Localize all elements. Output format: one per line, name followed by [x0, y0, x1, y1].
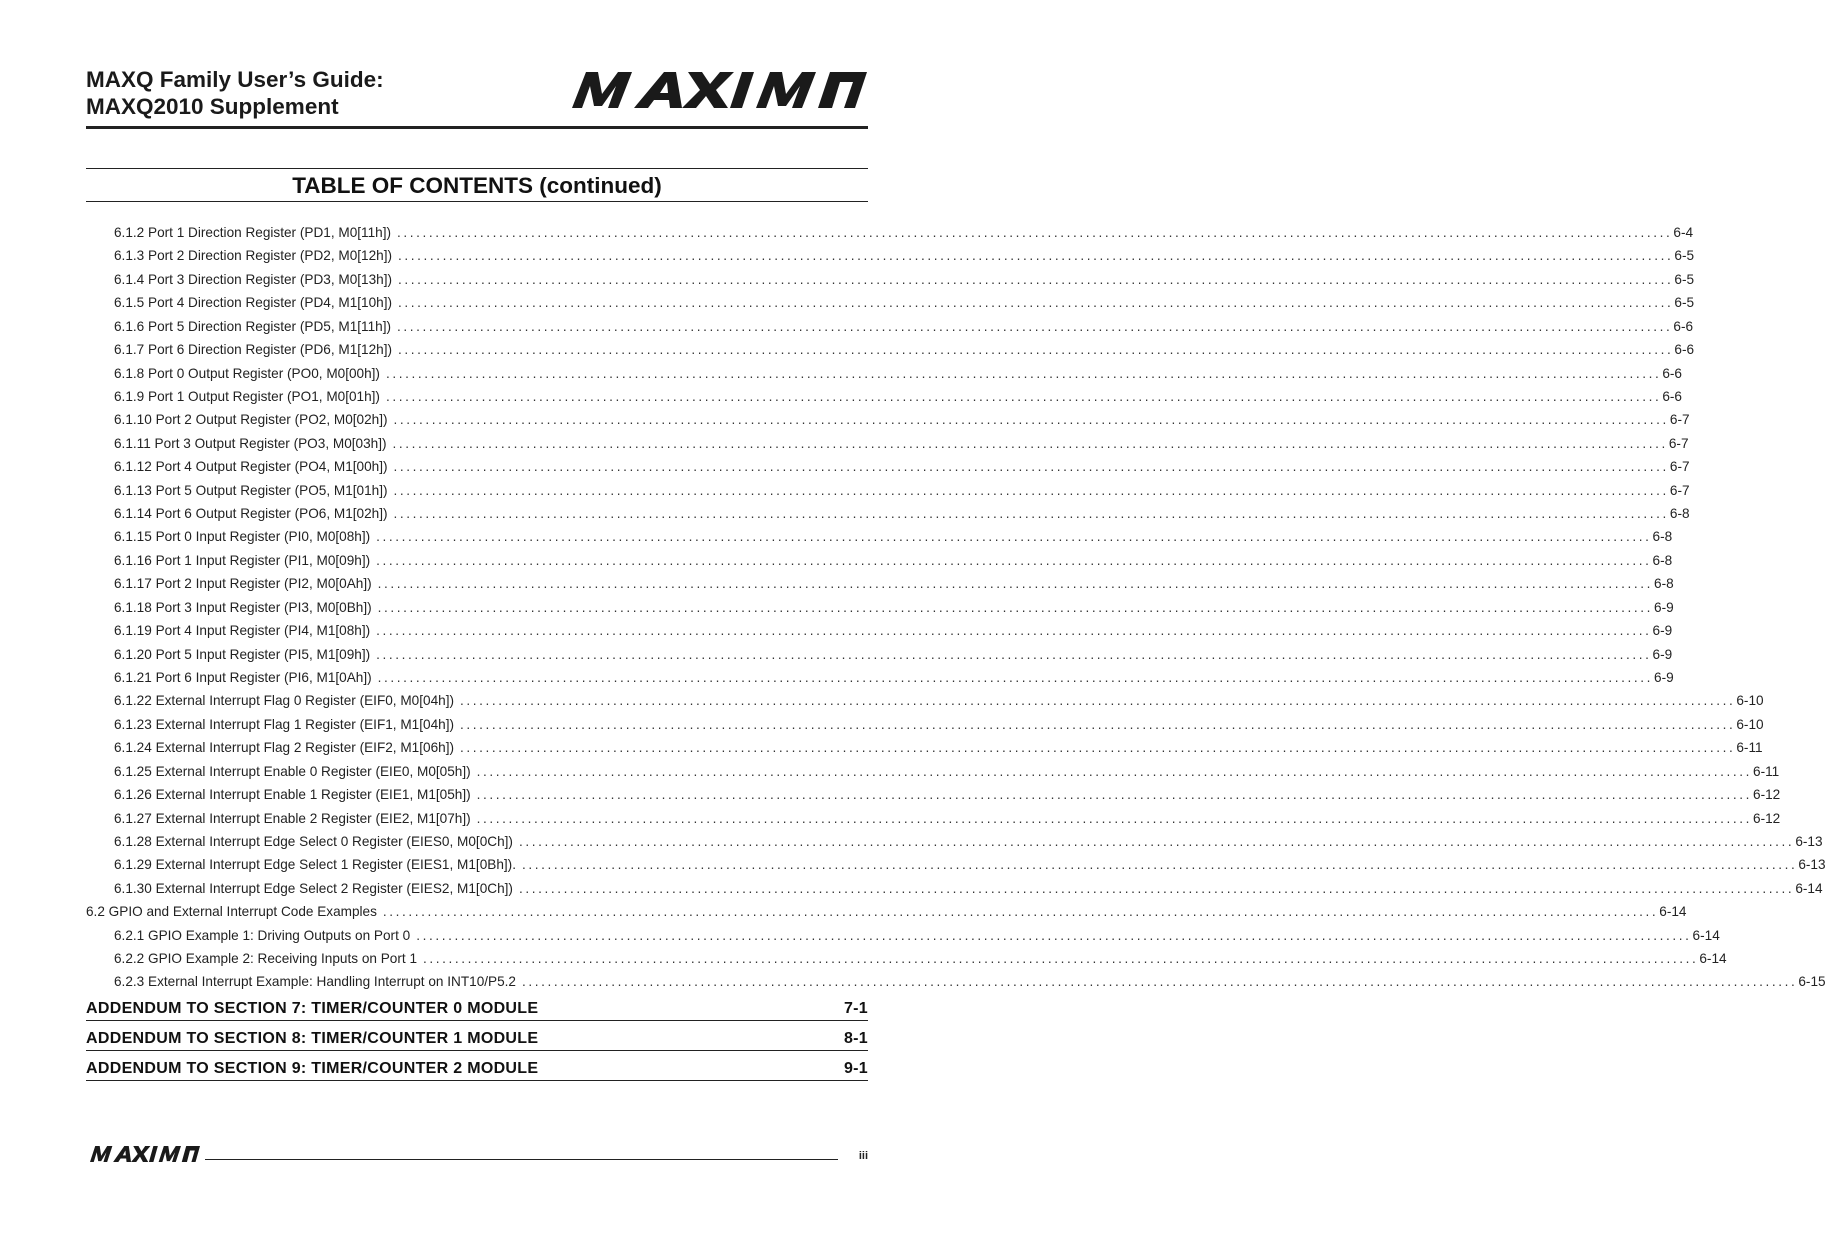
toc-dot-leader: ........................................................................................................................................................................................................	[393, 412, 1669, 428]
toc-entry-page: 6-7	[1669, 482, 1690, 498]
toc-dot-leader: ........................................................................................................................................................................................................	[416, 927, 1692, 943]
addendum-page: 9-1	[843, 1060, 868, 1077]
toc-entry-page: 6-6	[1662, 388, 1682, 404]
toc-entry-page: 6-7	[1669, 459, 1690, 475]
toc-entry	[114, 669, 1674, 687]
toc-entry	[114, 341, 1695, 359]
toc-dot-leader: ........................................................................................................................................................................................................	[376, 646, 1652, 662]
toc-entry-label: 6.1.10 Port 2 Output Register (PO2, M0[02h])	[114, 412, 388, 428]
toc-dot-leader: ........................................................................................................................................................................................................	[376, 623, 1652, 639]
toc-dot-leader: ........................................................................................................................................................................................................	[398, 295, 1674, 311]
toc-dot-leader: ........................................................................................................................................................................................................	[376, 552, 1652, 568]
toc-entry	[114, 247, 1695, 265]
addendum-entry	[86, 1059, 868, 1081]
toc-dot-leader: ........................................................................................................................................................................................................	[397, 225, 1673, 240]
addendum-label: ADDENDUM TO SECTION 8: TIMER/COUNTER 1 MODULE	[86, 1030, 539, 1047]
toc-entry	[114, 482, 1690, 500]
toc-entry-label: 6.1.22 External Interrupt Flag 0 Register (EIF0, M0[04h])	[114, 693, 455, 709]
toc-entry	[114, 599, 1674, 617]
toc-entry	[114, 435, 1689, 453]
toc-entry-label: 6.1.6 Port 5 Direction Register (PD5, M1[11h])	[114, 318, 392, 334]
toc-entry-page: 6-6	[1674, 342, 1695, 358]
toc-entry-label: 6.1.29 External Interrupt Edge Select 1 Register (EIES1, M1[0Bh]).	[114, 857, 516, 873]
toc-entry-page: 6-6	[1662, 365, 1682, 381]
toc-entry-page: 6-8	[1654, 576, 1674, 592]
addendum-page: 8-1	[843, 1030, 868, 1047]
toc-entry	[114, 973, 1826, 991]
toc-dot-leader: ........................................................................................................................................................................................................	[377, 669, 1654, 685]
toc-title: TABLE OF CONTENTS (continued)	[292, 173, 662, 198]
toc-entry-page: 6-7	[1668, 435, 1689, 451]
toc-dot-leader: ........................................................................................................................................................................................................	[398, 271, 1674, 287]
toc-entry	[114, 856, 1826, 874]
toc-entry	[114, 739, 1763, 757]
toc-entry-page: 6-14	[1692, 927, 1720, 943]
toc-entry-label: 6.1.19 Port 4 Input Register (PI4, M1[08h])	[114, 623, 371, 639]
toc-entry-page: 6-11	[1753, 763, 1780, 779]
toc-dot-leader: ........................................................................................................................................................................................................	[393, 506, 1669, 522]
toc-entry-label: 6.2.3 External Interrupt Example: Handling Interrupt on INT10/P5.2	[114, 974, 516, 990]
toc-dot-leader: ........................................................................................................................................................................................................	[476, 810, 1753, 826]
toc-dot-leader: ........................................................................................................................................................................................................	[460, 740, 1736, 756]
toc-dot-leader: ........................................................................................................................................................................................................	[376, 529, 1652, 545]
toc-entry	[114, 388, 1682, 406]
toc-entry-page: 6-6	[1673, 318, 1694, 334]
toc-dot-leader: ........................................................................................................................................................................................................	[385, 388, 1662, 404]
toc-entry	[86, 903, 1687, 921]
toc-entry-label: 6.1.14 Port 6 Output Register (PO6, M1[02h])	[114, 506, 388, 522]
toc-dot-leader: ........................................................................................................................................................................................................	[518, 880, 1795, 896]
footer-maxim-logo	[90, 1146, 200, 1162]
toc-entry	[114, 786, 1781, 804]
footer-rule	[205, 1159, 838, 1160]
toc-entry-page: 6-5	[1674, 295, 1695, 311]
toc-entry-label: 6.1.7 Port 6 Direction Register (PD6, M1[12h])	[114, 342, 393, 358]
toc-entry	[114, 622, 1673, 640]
toc-entry	[114, 763, 1780, 781]
toc-dot-leader: ........................................................................................................................................................................................................	[393, 482, 1669, 498]
toc-entry	[114, 950, 1727, 968]
toc-entry-label: 6.1.26 External Interrupt Enable 1 Register (EIE1, M1[05h])	[114, 787, 471, 803]
toc-entry-page: 6-14	[1699, 951, 1727, 967]
toc-entry	[114, 833, 1823, 851]
toc-entry-page: 6-8	[1652, 529, 1673, 545]
toc-dot-leader: ........................................................................................................................................................................................................	[382, 904, 1659, 920]
toc-entry	[114, 294, 1695, 312]
toc-entry-label: 6.2 GPIO and External Interrupt Code Examples	[86, 904, 377, 920]
toc-entry-page: 6-5	[1674, 271, 1695, 287]
toc-entry-label: 6.1.13 Port 5 Output Register (PO5, M1[01h])	[114, 482, 388, 498]
toc-entry	[114, 271, 1695, 289]
toc-dot-leader: ........................................................................................................................................................................................................	[423, 951, 1699, 967]
toc-entry-label: 6.1.8 Port 0 Output Register (PO0, M0[00h])	[114, 365, 380, 381]
toc-entry-page: 6-14	[1659, 904, 1687, 920]
toc-entry-page: 6-13	[1795, 833, 1823, 849]
toc-dot-leader: ........................................................................................................................................................................................................	[398, 342, 1674, 358]
toc-entry-label: 6.1.28 External Interrupt Edge Select 0 Register (EIES0, M0[0Ch])	[114, 833, 513, 849]
document-title	[86, 66, 384, 120]
toc-entry	[114, 880, 1823, 898]
toc-dot-leader: ........................................................................................................................................................................................................	[476, 787, 1753, 803]
toc-entry	[114, 716, 1764, 734]
addendum-label: ADDENDUM TO SECTION 7: TIMER/COUNTER 0 MODULE	[86, 1000, 539, 1017]
footer-page-number: iii	[858, 1150, 868, 1162]
toc-entry-page: 6-11	[1736, 740, 1763, 756]
toc-entry-page: 6-10	[1736, 693, 1764, 709]
toc-entry-label: 6.1.16 Port 1 Input Register (PI1, M0[09h])	[114, 552, 371, 568]
document-title-line-1: MAXQ Family User’s Guide:	[86, 67, 384, 92]
toc-entry-page: 6-9	[1654, 599, 1674, 615]
toc-entry-page: 6-7	[1669, 412, 1690, 428]
toc-entry	[114, 646, 1673, 664]
toc-dot-leader: ........................................................................................................................................................................................................	[393, 459, 1669, 475]
toc-entry-label: 6.1.20 Port 5 Input Register (PI5, M1[09h])	[114, 646, 371, 662]
toc-dot-leader: ........................................................................................................................................................................................................	[397, 318, 1673, 334]
toc-entry	[114, 318, 1694, 336]
toc-dot-leader: ........................................................................................................................................................................................................	[522, 974, 1798, 990]
toc-entry-label: 6.1.12 Port 4 Output Register (PO4, M1[00h])	[114, 459, 388, 475]
toc-entry-label: 6.1.11 Port 3 Output Register (PO3, M0[03h])	[114, 435, 387, 451]
toc-entry-page: 6-4	[1673, 225, 1694, 240]
toc-entry-page: 6-9	[1652, 646, 1673, 662]
toc-dot-leader: ........................................................................................................................................................................................................	[460, 693, 1736, 709]
toc-entry	[114, 224, 1694, 242]
toc-entry	[114, 552, 1673, 570]
toc-entry	[114, 365, 1682, 383]
toc-entry-label: 6.1.2 Port 1 Direction Register (PD1, M0[11h])	[114, 225, 392, 240]
toc-title-bottom-rule	[86, 201, 868, 202]
toc-dot-leader: ........................................................................................................................................................................................................	[521, 857, 1798, 873]
toc-entry-page: 6-13	[1798, 857, 1826, 873]
toc-entry-page: 6-12	[1753, 787, 1781, 803]
toc-entry-label: 6.1.5 Port 4 Direction Register (PD4, M1[10h])	[114, 295, 393, 311]
toc-dot-leader: ........................................................................................................................................................................................................	[377, 599, 1654, 615]
toc-entry	[114, 810, 1781, 828]
toc-entry-label: 6.1.30 External Interrupt Edge Select 2 Register (EIES2, M1[0Ch])	[114, 880, 513, 896]
toc-entry-label: 6.1.27 External Interrupt Enable 2 Register (EIE2, M1[07h])	[114, 810, 471, 826]
addendum-entry	[86, 1029, 868, 1051]
toc-entry-page: 6-10	[1736, 716, 1764, 732]
toc-dot-leader: ........................................................................................................................................................................................................	[398, 248, 1674, 264]
toc-entry	[114, 692, 1764, 710]
toc-entry-page: 6-5	[1674, 248, 1695, 264]
toc-entry-page: 6-15	[1798, 974, 1826, 990]
toc-dot-leader: ........................................................................................................................................................................................................	[392, 435, 1668, 451]
toc-dot-leader: ........................................................................................................................................................................................................	[377, 576, 1654, 592]
toc-entry-page: 6-9	[1652, 623, 1673, 639]
toc-title-top-rule	[86, 168, 868, 169]
toc-entry-label: 6.1.21 Port 6 Input Register (PI6, M1[0Ah])	[114, 669, 372, 685]
toc-entry-label: 6.1.9 Port 1 Output Register (PO1, M0[01h])	[114, 388, 380, 404]
toc-entry-page: 6-8	[1652, 552, 1673, 568]
header-rule	[86, 126, 868, 129]
toc-entry-label: 6.1.24 External Interrupt Flag 2 Register (EIF2, M1[06h])	[114, 740, 455, 756]
toc-entry	[114, 411, 1690, 429]
maxim-logo	[572, 72, 867, 108]
toc-entry-label: 6.2.1 GPIO Example 1: Driving Outputs on Port 0	[114, 927, 411, 943]
toc-entry-label: 6.1.4 Port 3 Direction Register (PD3, M0[13h])	[114, 271, 393, 287]
addendum-label: ADDENDUM TO SECTION 9: TIMER/COUNTER 2 MODULE	[86, 1060, 539, 1077]
toc-entry-label: 6.1.18 Port 3 Input Register (PI3, M0[0Bh])	[114, 599, 372, 615]
toc-dot-leader: ........................................................................................................................................................................................................	[476, 763, 1753, 779]
toc-entry	[114, 505, 1690, 523]
toc-entry	[114, 528, 1673, 546]
toc-entry-page: 6-12	[1753, 810, 1781, 826]
toc-dot-leader: ........................................................................................................................................................................................................	[460, 716, 1736, 732]
toc-entry-label: 6.1.17 Port 2 Input Register (PI2, M0[0Ah])	[114, 576, 372, 592]
toc-entry	[114, 575, 1674, 593]
document-title-line-2: MAXQ2010 Supplement	[86, 94, 339, 119]
toc-entry-page: 6-9	[1654, 669, 1674, 685]
toc-dot-leader: ........................................................................................................................................................................................................	[385, 365, 1662, 381]
toc-entry-page: 6-14	[1795, 880, 1823, 896]
toc-entry	[114, 458, 1690, 476]
toc-dot-leader: ........................................................................................................................................................................................................	[518, 833, 1795, 849]
toc-entry	[114, 927, 1720, 945]
toc-entry-label: 6.1.3 Port 2 Direction Register (PD2, M0[12h])	[114, 248, 393, 264]
toc-entry-page: 6-8	[1669, 506, 1690, 522]
addendum-entry	[86, 999, 868, 1021]
toc-entry-label: 6.1.25 External Interrupt Enable 0 Register (EIE0, M0[05h])	[114, 763, 471, 779]
toc-entry-label: 6.1.15 Port 0 Input Register (PI0, M0[08h])	[114, 529, 371, 545]
toc-entry-label: 6.2.2 GPIO Example 2: Receiving Inputs on Port 1	[114, 951, 417, 967]
toc-entry-label: 6.1.23 External Interrupt Flag 1 Register (EIF1, M1[04h])	[114, 716, 455, 732]
addendum-page: 7-1	[843, 1000, 868, 1017]
